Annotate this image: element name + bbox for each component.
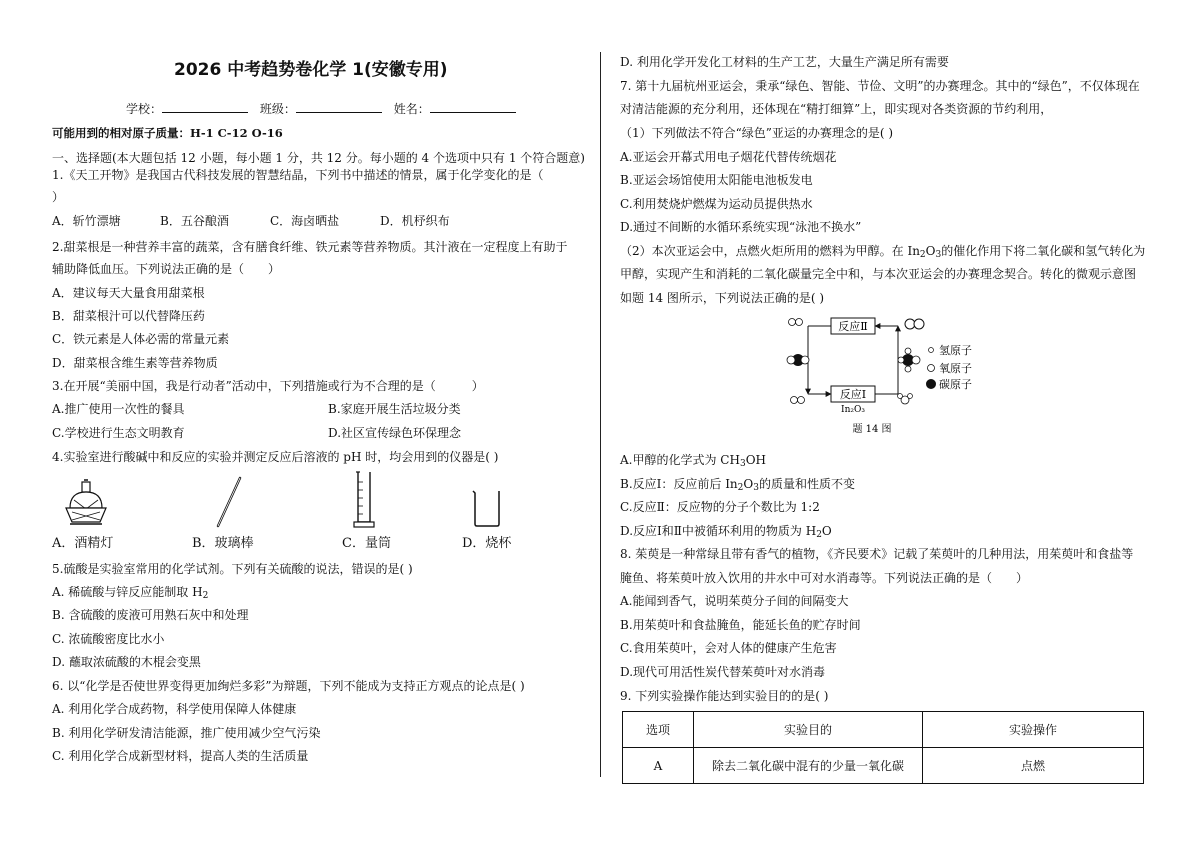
q5-option-b[interactable]: B. 含硫酸的废液可用熟石灰中和处理 bbox=[52, 608, 249, 622]
q7-sub2-option-d[interactable]: D.反应Ⅰ和Ⅱ中被循环利用的物质为 $H_2O$ bbox=[620, 524, 832, 540]
q5-option-a-subscript: 2 bbox=[202, 591, 209, 601]
q7-sub1-stem: （1）下列做法不符合“绿色”亚运的办赛理念的是( ) bbox=[620, 126, 894, 140]
q8-option-b[interactable]: B.用茱萸叶和食盐腌鱼，能延长鱼的贮存时间 bbox=[620, 618, 861, 632]
q4-option-b[interactable]: B．玻璃棒 bbox=[192, 536, 254, 551]
q2-stem-2: 辅助降低血压。下列说法正确的是（ ） bbox=[52, 262, 281, 276]
q3-option-b[interactable]: B.家庭开展生活垃圾分类 bbox=[328, 402, 461, 416]
column-divider bbox=[600, 52, 601, 777]
q5-option-d[interactable]: D. 蘸取浓硫酸的木棍会变黑 bbox=[52, 655, 201, 669]
q3-stem: 3.在开展“美丽中国，我是行动者”活动中，下列措施或行为不合理的是（ ） bbox=[52, 379, 484, 393]
name-label: 姓名： bbox=[393, 102, 430, 116]
q7-sub2-line-3: 如题 14 图所示，下列说法正确的是( ) bbox=[620, 291, 825, 305]
q6-option-d[interactable]: D. 利用化学开发化工材料的生产工艺，大量生产满足所有需要 bbox=[620, 55, 949, 69]
class-blank[interactable] bbox=[296, 100, 382, 113]
alcohol-lamp-icon bbox=[62, 478, 110, 528]
catalyst-label: In₂O₃ bbox=[841, 405, 865, 415]
school-label: 学校： bbox=[126, 102, 163, 116]
q7-stem-2: 对清洁能源的充分利用，还体现在“精打细算”上，即实现对各类资源的节约利用， bbox=[620, 102, 1053, 116]
q7-sub1-option-d[interactable]: D.通过不间断的水循环系统实现“泳池不换水” bbox=[620, 220, 862, 234]
q1-options bbox=[52, 213, 450, 229]
figure-14-caption: 题 14 图 bbox=[852, 424, 892, 435]
beaker-icon bbox=[470, 488, 504, 528]
table-header-cell: 实验目的 bbox=[694, 712, 923, 748]
q1-option-a[interactable]: A．斩竹漂塘 bbox=[52, 214, 121, 228]
table-header-row bbox=[623, 712, 1144, 748]
q1-option-c[interactable]: C．海卤晒盐 bbox=[270, 214, 340, 228]
q7-sub1-option-b[interactable]: B.亚运会场馆使用太阳能电池板发电 bbox=[620, 173, 813, 187]
class-label: 班级： bbox=[259, 102, 296, 116]
q7-sub2-option-b[interactable]: B.反应Ⅰ：反应前后 $In_2O_3$的质量和性质不变 bbox=[620, 477, 855, 493]
table-row bbox=[623, 748, 1144, 784]
q2-option-c[interactable]: C．铁元素是人体必需的常量元素 bbox=[52, 332, 230, 346]
q3-option-c[interactable]: C.学校进行生态文明教育 bbox=[52, 426, 185, 440]
table-cell: 点燃 bbox=[923, 748, 1144, 784]
student-info bbox=[126, 100, 516, 117]
q8-option-d[interactable]: D.现代可用活性炭代替茱萸叶对水消毒 bbox=[620, 665, 826, 679]
q2-stem-1: 2.甜菜根是一种营养丰富的蔬菜，含有膳食纤维、铁元素等营养物质。其汁液在一定程度上有助于 bbox=[52, 240, 568, 254]
q7-stem-1: 7. 第十九届杭州亚运会，秉承“绿色、智能、节俭、文明”的办赛理念。其中的“绿色”，不仅体现在 bbox=[620, 79, 1140, 93]
page-title: 2026 中考趋势卷化学 1(安徽专用) bbox=[174, 60, 448, 80]
q2-option-d[interactable]: D．甜菜根含维生素等营养物质 bbox=[52, 356, 218, 370]
q5-option-a-text: A. 稀硫酸与锌反应能制取 H bbox=[52, 585, 203, 599]
q4-stem: 4.实验室进行酸碱中和反应的实验并测定反应后溶液的 pH 时，均会用到的仪器是( ) bbox=[52, 450, 499, 464]
q8-option-c[interactable]: C.食用茱萸叶，会对人体的健康产生危害 bbox=[620, 641, 837, 655]
q5-option-a[interactable] bbox=[52, 584, 208, 600]
q2-option-a[interactable]: A．建议每天大量食用甜菜根 bbox=[52, 286, 205, 300]
q6-option-a[interactable]: A. 利用化学合成药物，科学使用保障人体健康 bbox=[52, 702, 297, 716]
q9-table bbox=[622, 711, 1144, 784]
q7-sub1-option-c[interactable]: C.利用焚烧炉燃煤为运动员提供热水 bbox=[620, 197, 813, 211]
table-cell: A bbox=[623, 748, 694, 784]
q1-stem-2: ） bbox=[52, 190, 65, 204]
q8-stem-2: 腌鱼、将茱萸叶放入饮用的井水中可对水消毒等。下列说法正确的是（ ） bbox=[620, 571, 1029, 585]
q1-option-b[interactable]: B．五谷酿酒 bbox=[160, 214, 229, 228]
q6-option-c[interactable]: C. 利用化学合成新型材料，提高人类的生活质量 bbox=[52, 749, 309, 763]
q7-sub2-option-c[interactable]: C.反应Ⅱ：反应物的分子个数比为 1:2 bbox=[620, 500, 820, 514]
q6-stem: 6. 以“化学是否使世界变得更加绚烂多彩”为辩题，下列不能成为支持正方观点的论点是( ) bbox=[52, 679, 525, 693]
glass-rod-icon bbox=[212, 476, 248, 530]
table-cell: 除去二氧化碳中混有的少量一氧化碳 bbox=[694, 748, 923, 784]
q1-stem-1: 1.《天工开物》是我国古代科技发展的智慧结晶，下列书中描述的情景，属于化学变化的是（ bbox=[52, 168, 544, 182]
q6-option-b[interactable]: B. 利用化学研发清洁能源，推广使用减少空气污染 bbox=[52, 726, 321, 740]
section1-heading: 一、选择题(本大题包括 12 小题，每小题 1 分，共 12 分。每小题的 4 个选项中只有 1 个符合题意) bbox=[52, 151, 585, 165]
q7-sub2-line-1: （2）本次亚运会中，点燃火炬所用的燃料为甲醇。在 $In_2O_3$的催化作用下将二氧化碳和氢气转化为 bbox=[620, 244, 1146, 260]
name-blank[interactable] bbox=[430, 100, 516, 113]
legend-carbon: 碳原子 bbox=[939, 378, 972, 391]
q4-option-d[interactable]: D．烧杯 bbox=[462, 536, 512, 551]
legend-hydrogen: 氢原子 bbox=[939, 344, 972, 357]
q7-sub2-line-2: 甲醇，实现产生和消耗的二氧化碳量完全中和，与本次亚运会的办赛理念契合。转化的微观示意图 bbox=[620, 267, 1137, 281]
q9-stem: 9. 下列实验操作能达到实验目的的是( ) bbox=[620, 689, 829, 703]
table-header-cell: 选项 bbox=[623, 712, 694, 748]
atomic-masses: 可能用到的相对原子质量：H-1 C-12 O-16 bbox=[52, 126, 283, 140]
q4-option-a[interactable]: A．酒精灯 bbox=[52, 536, 114, 551]
measuring-cylinder-icon bbox=[350, 470, 378, 530]
q5-option-c[interactable]: C. 浓硫酸密度比水小 bbox=[52, 632, 165, 646]
q8-stem-1: 8. 茱萸是一种常绿且带有香气的植物，《齐民要术》记载了茱萸叶的几种用法，用茱萸叶和食盐等 bbox=[620, 547, 1134, 561]
reaction1-label: 反应Ⅰ bbox=[839, 388, 867, 401]
legend-oxygen: 氧原子 bbox=[939, 362, 972, 375]
q3-option-d[interactable]: D.社区宣传绿色环保理念 bbox=[328, 426, 462, 440]
q3-option-a[interactable]: A.推广使用一次性的餐具 bbox=[52, 402, 185, 416]
q1-option-d[interactable]: D．机杼织布 bbox=[380, 214, 450, 228]
q5-stem: 5.硫酸是实验室常用的化学试剂。下列有关硫酸的说法，错误的是( ) bbox=[52, 562, 413, 576]
q7-sub1-option-a[interactable]: A.亚运会开幕式用电子烟花代替传统烟花 bbox=[620, 150, 837, 164]
reaction2-label: 反应Ⅱ bbox=[838, 320, 868, 333]
figure-14-diagram bbox=[788, 316, 972, 436]
q7-sub2-option-a[interactable]: A.甲醇的化学式为 $CH_3OH$ bbox=[620, 453, 766, 469]
q4-option-c[interactable]: C．量筒 bbox=[342, 536, 391, 551]
q8-option-a[interactable]: A.能闻到香气，说明茱萸分子间的间隔变大 bbox=[620, 594, 849, 608]
q2-option-b[interactable]: B．甜菜根汁可以代替降压药 bbox=[52, 309, 205, 323]
table-header-cell: 实验操作 bbox=[923, 712, 1144, 748]
school-blank[interactable] bbox=[162, 100, 248, 113]
